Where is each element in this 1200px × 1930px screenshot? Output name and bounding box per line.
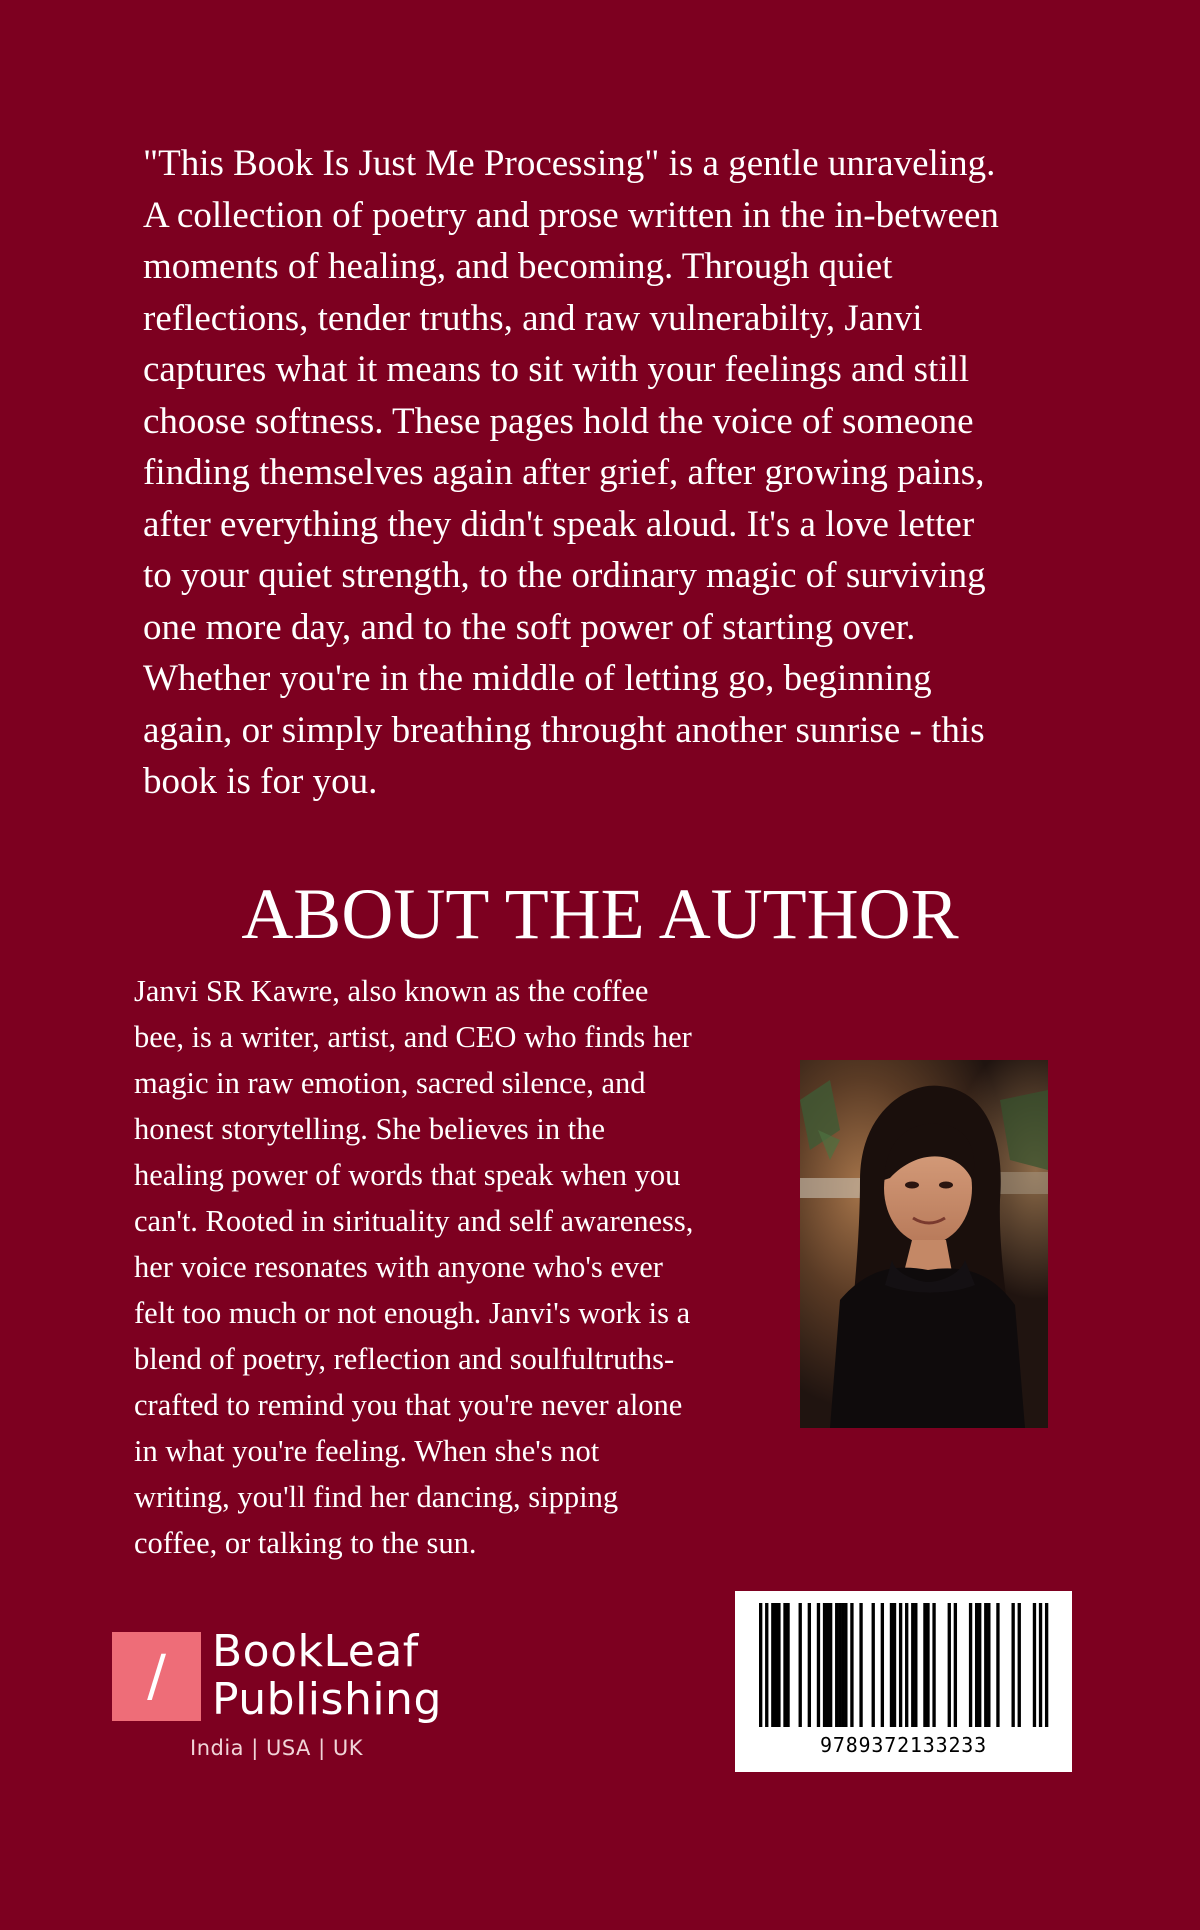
author-bio [134, 968, 794, 1566]
blurb-line: moments of healing, and becoming. Through quiet [143, 246, 893, 287]
bio-line: blend of poetry, reflection and soulfultruths- [134, 1342, 675, 1376]
bio-line: healing power of words that speak when you [134, 1158, 681, 1192]
isbn-barcode [735, 1591, 1072, 1772]
barcode-bar [984, 1603, 987, 1727]
barcode-bar [1011, 1603, 1014, 1727]
blurb-line: "This Book Is Just Me Processing" is a gentle unraveling. [143, 143, 996, 184]
blurb-line: book is for you. [143, 761, 378, 802]
barcode-bar [948, 1603, 951, 1727]
bio-line: honest storytelling. She believes in the [134, 1112, 605, 1146]
barcode-bar [893, 1603, 896, 1727]
book-blurb [143, 138, 1073, 808]
barcode-bar [808, 1603, 811, 1727]
barcode-bar [829, 1603, 832, 1727]
barcode-bar [826, 1603, 829, 1727]
bio-line: can't. Rooted in sirituality and self awareness, [134, 1204, 694, 1238]
barcode-bar [890, 1603, 893, 1727]
barcode-bar [926, 1603, 929, 1727]
barcode-bar [987, 1603, 990, 1727]
barcode-bar [1039, 1603, 1042, 1727]
barcode-bar [799, 1603, 802, 1727]
barcode-bar [954, 1603, 957, 1727]
barcode-bar [978, 1603, 981, 1727]
barcode-bar [975, 1603, 978, 1727]
publisher-logo-mark [112, 1632, 201, 1721]
bio-line: felt too much or not enough. Janvi's work is a [134, 1296, 691, 1330]
publisher-name-line2: Publishing [212, 1674, 442, 1725]
barcode-bar [774, 1603, 777, 1727]
barcode-bar [786, 1603, 789, 1727]
barcode-bar [835, 1603, 838, 1727]
blurb-line: one more day, and to the soft power of starting over. [143, 606, 916, 648]
publisher-regions: India | USA | UK [190, 1736, 363, 1760]
barcode-bar [850, 1603, 853, 1727]
barcode-bar [914, 1603, 917, 1727]
bio-line: magic in raw emotion, sacred silence, and [134, 1066, 646, 1100]
barcode-bar [996, 1603, 999, 1727]
isbn-number: 9789372133233 [820, 1733, 987, 1757]
blurb-line: finding themselves again after grief, after growing pains, [143, 452, 985, 493]
barcode-bar [905, 1603, 908, 1727]
blurb-line: Whether you're in the middle of letting go, beginning [143, 658, 932, 699]
barcode-bar [1033, 1603, 1036, 1727]
barcode-bar [823, 1603, 826, 1727]
author-photo [800, 1060, 1048, 1428]
barcode-bar [872, 1603, 875, 1727]
blurb-line: again, or simply breathing throught another sunrise - this [143, 709, 985, 751]
blurb-line: choose softness. These pages hold the voice of someone [143, 400, 974, 442]
barcode-bar [969, 1603, 972, 1727]
barcode-bar [859, 1603, 862, 1727]
barcode-bar [765, 1603, 768, 1727]
blurb-line: to your quiet strength, to the ordinary magic of surviving [143, 555, 986, 596]
bio-line: writing, you'll find her dancing, sipping [134, 1480, 619, 1514]
barcode-bar [783, 1603, 786, 1727]
publisher-name [212, 1628, 442, 1724]
barcode-bar [1045, 1603, 1048, 1727]
barcode-bar [1018, 1603, 1021, 1727]
barcode-bar [771, 1603, 774, 1727]
barcode-bar [881, 1603, 884, 1727]
blurb-line: captures what it means to sit with your feelings and still [143, 349, 970, 390]
bio-line: coffee, or talking to the sun. [134, 1526, 477, 1560]
barcode-bar [932, 1603, 935, 1727]
bio-line: Janvi SR Kawre, also known as the coffee [134, 974, 649, 1008]
blurb-line: after everything they didn't speak aloud. It's a love letter [143, 503, 975, 545]
barcode-bar [923, 1603, 926, 1727]
barcode-bar [777, 1603, 780, 1727]
slash-logo-icon: / [147, 1643, 166, 1709]
barcode-bar [899, 1603, 902, 1727]
blurb-line: reflections, tender truths, and raw vulnerabilty, Janvi [143, 297, 923, 339]
bio-line: crafted to remind you that you're never alone [134, 1388, 683, 1422]
publisher-name-line1: BookLeaf [212, 1626, 419, 1677]
bio-line: bee, is a writer, artist, and CEO who finds her [134, 1020, 692, 1054]
barcode-bar [844, 1603, 847, 1727]
publisher-logo [112, 1628, 452, 1778]
blurb-line: A collection of poetry and prose written in the in-between [143, 194, 999, 236]
barcode-bar [841, 1603, 844, 1727]
bio-line: her voice resonates with anyone who's ever [134, 1250, 663, 1284]
barcode-bar [817, 1603, 820, 1727]
bio-line: in what you're feeling. When she's not [134, 1434, 600, 1468]
barcode-bar [838, 1603, 841, 1727]
barcode-bar [911, 1603, 914, 1727]
about-author-heading: ABOUT THE AUTHOR [241, 874, 959, 954]
barcode-bar [759, 1603, 762, 1727]
